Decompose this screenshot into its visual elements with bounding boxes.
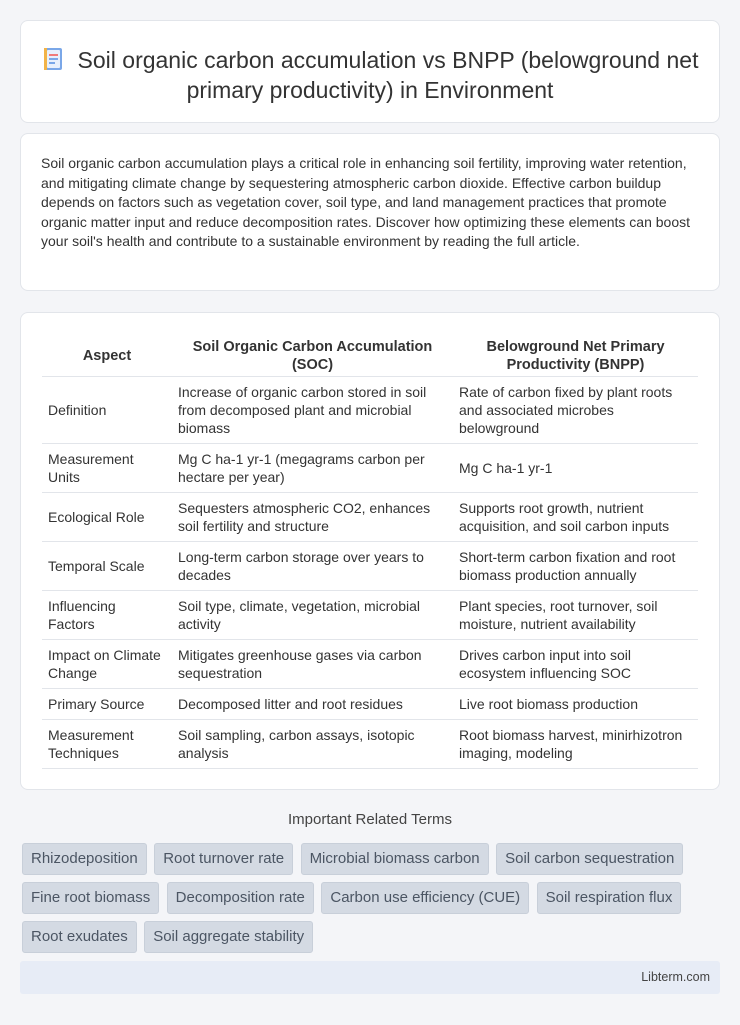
footer-site-link[interactable]: Libterm.com — [641, 970, 710, 984]
table-row — [42, 542, 698, 591]
related-term-tag[interactable]: Root exudates — [22, 921, 137, 953]
row-soc: Long-term carbon storage over years to decades — [172, 542, 453, 591]
row-aspect: Definition — [42, 377, 172, 444]
document-icon — [42, 46, 66, 72]
row-bnpp: Plant species, root turnover, soil moisture, nutrient availability — [453, 591, 698, 640]
related-term-tag[interactable]: Carbon use efficiency (CUE) — [321, 882, 529, 914]
related-term-tag[interactable]: Soil respiration flux — [537, 882, 682, 914]
comparison-card — [20, 312, 720, 790]
row-bnpp: Drives carbon input into soil ecosystem influencing SOC — [453, 640, 698, 689]
row-bnpp: Live root biomass production — [453, 689, 698, 720]
row-soc: Mitigates greenhouse gases via carbon sequestration — [172, 640, 453, 689]
table-row — [42, 377, 698, 444]
row-aspect: Ecological Role — [42, 493, 172, 542]
related-term-tag[interactable]: Decomposition rate — [167, 882, 314, 914]
row-aspect: Measurement Techniques — [42, 720, 172, 769]
table-row — [42, 689, 698, 720]
row-bnpp: Mg C ha-1 yr-1 — [453, 444, 698, 493]
related-term-tag[interactable]: Soil carbon sequestration — [496, 843, 683, 875]
table-header-row — [42, 334, 698, 377]
row-soc: Mg C ha-1 yr-1 (megagrams carbon per hectare per year) — [172, 444, 453, 493]
row-bnpp: Rate of carbon fixed by plant roots and associated microbes belowground — [453, 377, 698, 444]
page-title — [21, 21, 719, 105]
row-aspect: Influencing Factors — [42, 591, 172, 640]
table-row — [42, 444, 698, 493]
row-bnpp: Supports root growth, nutrient acquisition, and soil carbon inputs — [453, 493, 698, 542]
intro-paragraph: Soil organic carbon accumulation plays a critical role in enhancing soil fertility, improving water retention, and mitigating climate change by sequestering atmospheric carbon dioxide. Effective carbon buildup depends on factors such as vegetation cover, soil type, and land management practices that promote organic matter input and reduce decomposition rates. Discover how optimizing these elements can boost your soil's health and contribute to a sustainable environment by reading the full article. — [41, 155, 691, 249]
related-terms-list — [22, 843, 722, 960]
header-aspect: Aspect — [42, 334, 172, 377]
header-bnpp: Belowground Net Primary Productivity (BNPP) — [453, 334, 698, 377]
table-row — [42, 640, 698, 689]
page-title-text: Soil organic carbon accumulation vs BNPP (belowground net primary productivity) in Environment — [77, 47, 699, 103]
related-term-tag[interactable]: Rhizodeposition — [22, 843, 147, 875]
row-soc: Decomposed litter and root residues — [172, 689, 453, 720]
table-row — [42, 720, 698, 769]
row-bnpp: Short-term carbon fixation and root biomass production annually — [453, 542, 698, 591]
table-row — [42, 493, 698, 542]
related-term-tag[interactable]: Soil aggregate stability — [144, 921, 313, 953]
related-term-tag[interactable]: Microbial biomass carbon — [301, 843, 489, 875]
row-soc: Soil sampling, carbon assays, isotopic analysis — [172, 720, 453, 769]
row-soc: Soil type, climate, vegetation, microbial activity — [172, 591, 453, 640]
row-aspect: Primary Source — [42, 689, 172, 720]
row-soc: Increase of organic carbon stored in soil from decomposed plant and microbial biomass — [172, 377, 453, 444]
header-soc: Soil Organic Carbon Accumulation (SOC) — [172, 334, 453, 377]
row-soc: Sequesters atmospheric CO2, enhances soil fertility and structure — [172, 493, 453, 542]
related-term-tag[interactable]: Fine root biomass — [22, 882, 159, 914]
intro-card — [20, 133, 720, 291]
related-terms-title: Important Related Terms — [288, 811, 452, 828]
row-bnpp: Root biomass harvest, minirhizotron imaging, modeling — [453, 720, 698, 769]
row-aspect: Temporal Scale — [42, 542, 172, 591]
comparison-table — [42, 334, 698, 769]
related-term-tag[interactable]: Root turnover rate — [154, 843, 293, 875]
table-row — [42, 591, 698, 640]
row-aspect: Impact on Climate Change — [42, 640, 172, 689]
footer — [20, 961, 720, 994]
header-card — [20, 20, 720, 123]
row-aspect: Measurement Units — [42, 444, 172, 493]
